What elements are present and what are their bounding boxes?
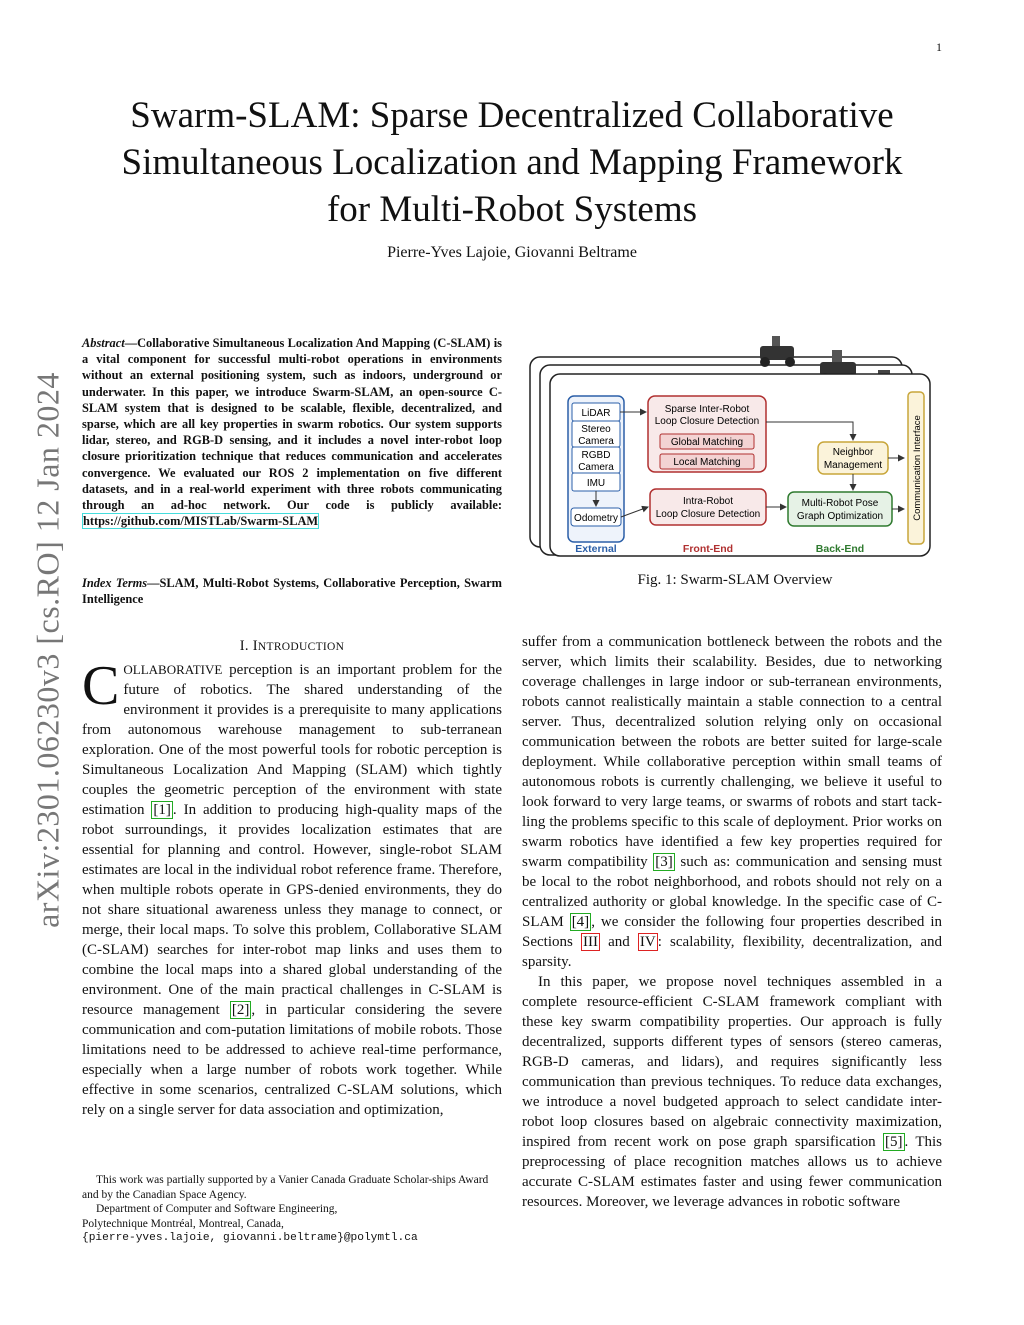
paper-title xyxy=(60,92,964,233)
local-matching-label: Local Matching xyxy=(673,457,741,468)
intro-text-1: perception is an important problem for the future of robotics. The shared understanding of the environment it provides is a prerequisite to many applications from autonomous warehouse management to sub-terranean exploration. One of the most powerful tools for robotic perception is Simultaneous Localization And Mapping (SLAM) which tightly couples the geometric perception of the environment with state estimation xyxy=(82,662,502,818)
citation-4[interactable]: [4] xyxy=(571,914,590,930)
index-terms-label: Index Terms xyxy=(82,576,148,590)
footnote-department: Department of Computer and Software Engineering, xyxy=(96,1203,338,1215)
title-line-1: Swarm-SLAM: Sparse Decentralized Collaborative xyxy=(130,95,894,136)
citation-2[interactable]: [2] xyxy=(231,1002,250,1018)
abstract-text: —Collaborative Simultaneous Localization And Mapping (C-SLAM) is a vital component for successful multi-robot operations in environments without an external positioning system, such as indoors, underground or underwater. In this paper, we introduce Swarm-SLAM, an open-source C-SLAM system that is designed to be scalable, flexible, decentralized, and sparse, which are all key properties in swarm robotics. Our system supports lidar, stereo, and RGB-D sensing, and it includes a novel inter-robot loop closure prioritization technique that reduces communication and accelerates convergence. We evaluated our ROS 2 implementation on five different datasets, and in a real-world experiment with three robots communicating through an ad-hoc network. Our code is publicly available: xyxy=(82,336,502,513)
authors: Pierre-Yves Lajoie, Giovanni Beltrame xyxy=(387,244,637,261)
communication-interface-label: Communication Interface xyxy=(912,415,923,521)
citation-1[interactable]: [1] xyxy=(153,802,171,818)
pose-label-2: Graph Optimization xyxy=(796,511,884,522)
sparse-label-2: Loop Closure Detection xyxy=(654,416,760,427)
code-link[interactable]: https://github.com/MISTLab/Swarm-SLAM xyxy=(83,514,319,529)
overview-figure xyxy=(520,322,950,562)
intro-text-3: , in particular considering the severe communication and com-putation limitations of mobile robots. Those limitations need to be addressed to achieve real-time performance, especially when a large number of robots work together. While effective in some scenarios, centralized C-SLAM solutions, which rely on a single server for data association and optimization, xyxy=(82,1002,503,1118)
stereo-label: Stereo xyxy=(581,424,611,435)
section-title-first: I xyxy=(252,638,258,654)
intro-left-column xyxy=(82,655,503,1120)
citation-5[interactable]: [5] xyxy=(885,1134,903,1150)
rgbd-label: RGBD xyxy=(581,450,611,461)
arxiv-identifier-text: arXiv:2301.06230v3 [cs.RO] 12 Jan 2024 xyxy=(29,372,66,928)
p1-text-b: such as: communication and sensing must be local to the robot neighborhood, and robots should not rely on a centralized authority or global knowledge. In the specific case of C-SLAM xyxy=(522,854,942,930)
intro-right-column xyxy=(522,632,942,1212)
section-heading xyxy=(82,638,502,655)
neighbor-label-1: Neighbor xyxy=(832,447,874,458)
page-number: 1 xyxy=(936,40,942,54)
section-numeral: I. xyxy=(239,638,249,654)
p1-text-c: , we consider the following four properties described in Sections xyxy=(522,914,942,950)
odometry-label: Odometry xyxy=(574,513,618,524)
stereo-camera-label: Camera xyxy=(578,436,614,447)
backend-label: Back-End xyxy=(815,543,865,555)
rgbd-camera-label: Camera xyxy=(578,462,614,473)
section-ref-4[interactable]: IV xyxy=(639,934,656,950)
arxiv-identifier xyxy=(18,355,78,945)
intro-text-2: . In addition to producing high-quality maps of the robot surroundings, it provides localization estimates that are essential for planning and control. However, single-robot SLAM estimates are local in the individual robot reference frame. Therefore, when multiple robots operate in GPS-denied environments, they do not share situational awareness unless they manage to connect, or merge, their local maps. To solve this problem, Collaborative SLAM (C-SLAM) searches for inter-robot map links and uses them to combine the local maps into a shared global understanding of the environment. One of the main practical challenges in C-SLAM is resource management xyxy=(82,802,502,1018)
footnote-funding: This work was partially supported by a Vanier Canada Graduate Scholar-ships Award and by the Canadian Space Agency. xyxy=(82,1174,489,1201)
p2-text-b: . This preprocessing of place recognition matches allows us to achieve accurate C-SLAM estimates faster and using fewer communication resources. Moreover, we leverage advances in robotic software xyxy=(522,1134,942,1210)
citation-3[interactable]: [3] xyxy=(655,854,673,870)
intro-paragraph-2 xyxy=(522,972,942,1212)
intro-paragraph-1 xyxy=(522,632,942,972)
external-label: External xyxy=(575,543,617,555)
index-terms-text: —SLAM, Multi-Robot Systems, Collaborative Perception, Swarm Intelligence xyxy=(82,576,502,606)
section-title-rest: NTRODUCTION xyxy=(257,641,345,653)
lidar-label: LiDAR xyxy=(581,408,611,419)
abstract-label: Abstract xyxy=(82,336,125,350)
intra-label-2: Loop Closure Detection xyxy=(655,509,761,520)
intra-label-1: Intra-Robot xyxy=(682,496,734,507)
p1-text-a: suffer from a communication bottleneck between the robots and the server, which limits their scalability. Besides, due to networking coverage challenges in large indoor or sub-terranean environments, robots cannot realistically maintain a stable connection to a central server. Thus, decentralized solution relying only on occasional communication between the robots are better suited for large-scale deployment. While collaborative perception within small teams of autonomous robots is currently challenging, we believe it useful to look forward to very large teams, or swarms of robots and start tack-ling the problems specific to this scale of deployment. Prior works on swarm robotics have identified a few key properties required for swarm compatibility xyxy=(522,634,942,870)
p1-text-e: : scalability, flexibility, decentralization, and sparsity. xyxy=(522,934,942,970)
global-matching-label: Global Matching xyxy=(670,437,744,448)
footnote-affiliation: Polytechnique Montréal, Montreal, Canada, xyxy=(82,1217,284,1230)
title-line-2: Simultaneous Localization and Mapping Framework xyxy=(121,142,903,183)
imu-label: IMU xyxy=(586,478,606,489)
title-line-3: for Multi-Robot Systems xyxy=(326,189,698,230)
p1-text-d: and xyxy=(599,934,638,950)
neighbor-label-2: Management xyxy=(823,460,883,471)
p2-text-a: In this paper, we propose novel techniques assembled in a complete resource-efficient C-SLAM framework compliant with these key swarm compatibility properties. Our approach is fully decentralized, supports different types of sensors (stereo cameras, RGB-D cameras, and lidars), and requires significantly less communication than previous techniques. To reduce data exchanges, we introduce a novel budgeted approach to select candidate inter-robot loop closures based on algebraic connectivity maximization, inspired from recent work on pose graph sparsification xyxy=(522,974,942,1150)
overview-diagram xyxy=(520,322,950,562)
pose-label-1: Multi-Robot Pose xyxy=(801,498,879,509)
figure-caption: Fig. 1: Swarm-SLAM Overview xyxy=(637,572,833,588)
drop-cap: C xyxy=(82,655,120,717)
footnote-email[interactable]: {pierre-yves.lajoie, giovanni.beltrame}@polymtl.ca xyxy=(82,1232,418,1244)
sparse-label-1: Sparse Inter-Robot xyxy=(664,404,750,415)
footnote xyxy=(82,1173,502,1246)
index-terms xyxy=(82,575,502,607)
section-ref-3[interactable]: III xyxy=(582,934,598,950)
abstract xyxy=(82,335,502,529)
frontend-label: Front-End xyxy=(682,543,734,555)
first-word-rest: OLLABORATIVE xyxy=(123,662,223,677)
